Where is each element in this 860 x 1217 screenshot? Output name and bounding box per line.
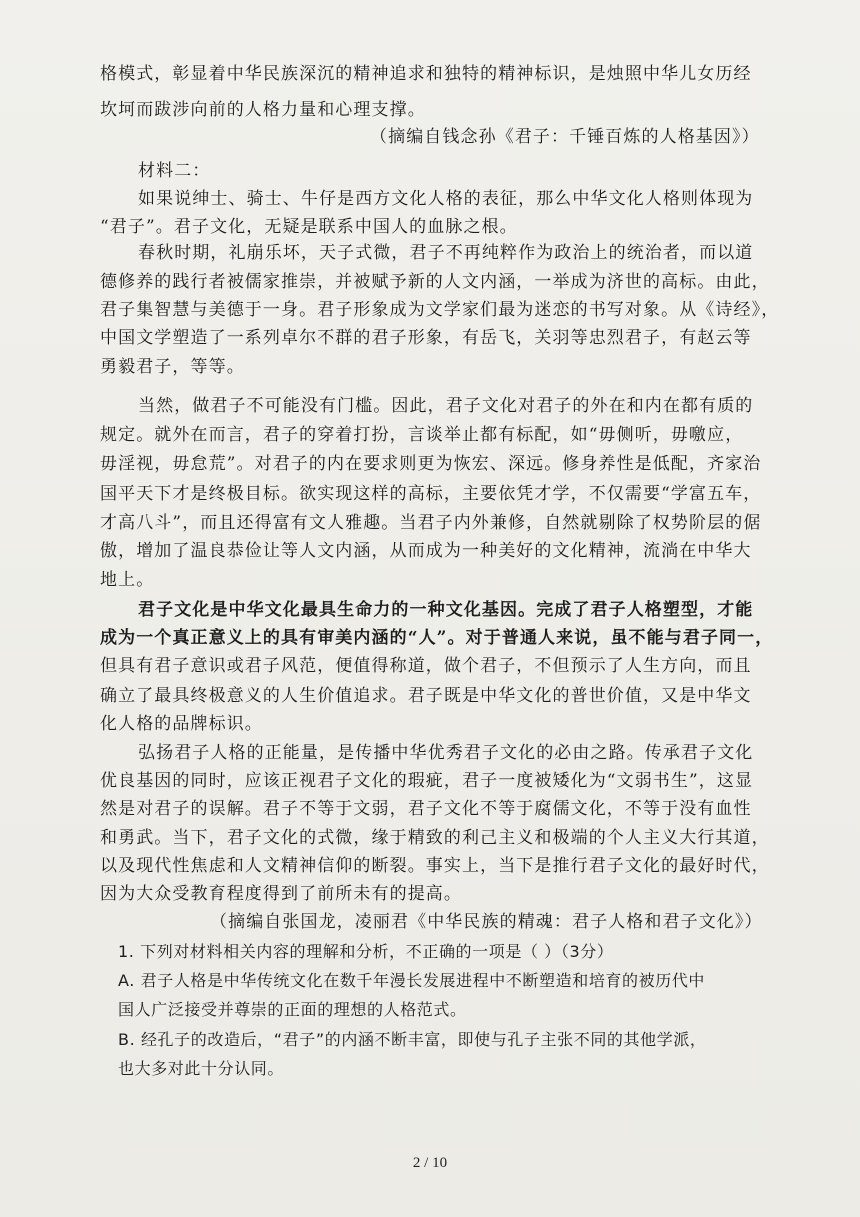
paragraph-line: 当然，做君子不可能没有门槛。因此，君子文化对君子的外在和内在都有质的 xyxy=(138,396,754,416)
paragraph-line: 和勇武。当下，君子文化的式微，缘于精致的利己主义和极端的个人主义大行其道， xyxy=(100,828,770,848)
option-a-line: 国人广泛接受并尊崇的正面的理想的人格范式。 xyxy=(118,1000,467,1019)
material1-line: 格模式，彰显着中华民族深沉的精神追求和独特的精神标识，是烛照中华儿女历经 xyxy=(100,64,752,84)
paragraph-line: 然是对君子的误解。君子不等于文弱，君子文化不等于腐儒文化，不等于没有血性 xyxy=(100,799,752,819)
paragraph-line: 化人格的品牌标识。 xyxy=(100,714,263,734)
option-a-line: A. 君子人格是中华传统文化在数千年漫长发展进程中不断塑造和培育的被历代中 xyxy=(118,971,706,990)
option-b-line: 也大多对此十分认同。 xyxy=(118,1059,285,1078)
material1-line: 坎坷而跋涉向前的人格力量和心理支撑。 xyxy=(100,100,426,120)
paragraph-line: 地上。 xyxy=(100,570,155,590)
paragraph-line: 春秋时期，礼崩乐坏，天子式微，君子不再纯粹作为政治上的统治者，而以道 xyxy=(138,243,754,263)
question-stem: 1. 下列对材料相关内容的理解和分析，不正确的一项是（ ）（3分） xyxy=(118,942,614,961)
paragraph-line: “君子”。君子文化，无疑是联系中国人的血脉之根。 xyxy=(100,217,518,237)
paragraph-line: 毋淫视，毋怠荒”。对君子的内在要求则更为恢宏、深远。修身养性是低配，齐家治 xyxy=(100,454,762,474)
paragraph-line: 德修养的践行者被儒家推崇，并被赋予新的人文内涵，一举成为济世的高标。由此， xyxy=(100,272,770,292)
paragraph-line: 国平天下才是终极目标。欲实现这样的高标，主要依凭才学，不仅需要“学富五车， xyxy=(100,484,762,504)
page-number: 2 / 10 xyxy=(412,1155,448,1171)
material2-heading: 材料二： xyxy=(138,161,211,181)
paragraph-line: 中国文学塑造了一系列卓尔不群的君子形象，有岳飞，关羽等忠烈君子，有赵云等 xyxy=(100,328,752,348)
paragraph-line: 成为一个真正意义上的具有审美内涵的“人”。对于普通人来说，虽不能与君子同一， xyxy=(100,628,774,648)
paragraph-line: 才高八斗”，而且还得富有文人雅趣。当君子内外兼修，自然就剔除了权势阶层的倨 xyxy=(100,513,762,533)
paragraph-line: 规定。就外在而言，君子的穿着打扮，言谈举止都有标配，如“毋侧听，毋噭应， xyxy=(100,425,744,445)
paragraph-line: 优良基因的同时，应该正视君子文化的瑕疵，君子一度被矮化为“文弱书生”，这显 xyxy=(100,771,754,791)
paragraph-line: 弘扬君子人格的正能量，是传播中华优秀君子文化的必由之路。传承君子文化 xyxy=(138,743,754,763)
paragraph-line: 但具有君子意识或君子风范，便值得称道，做个君子，不但预示了人生方向，而且 xyxy=(100,656,752,676)
paragraph-line: 君子文化是中华文化最具生命力的一种文化基因。完成了君子人格塑型，才能 xyxy=(138,600,754,620)
material1-source: （摘编自钱念孙《君子：千锤百炼的人格基因》） xyxy=(370,127,760,147)
paragraph-line: 以及现代性焦虑和人文精神信仰的断裂。事实上，当下是推行君子文化的最好时代， xyxy=(100,856,770,876)
paragraph-line: 如果说绅士、骑士、牛仔是西方文化人格的表征，那么中华文化人格则体现为 xyxy=(138,189,754,209)
option-b-line: B. 经孔子的改造后，“君子”的内涵不断丰富，即使与孔子主张不同的其他学派， xyxy=(118,1030,707,1049)
material2-source: （摘编自张国龙，凌丽君《中华民族的精魂：君子人格和君子文化》） xyxy=(210,912,763,932)
paragraph-line: 君子集智慧与美德于一身。君子形象成为文学家们最为迷恋的书写对象。从《诗经》， xyxy=(100,300,780,320)
paragraph-line: 确立了最具终极意义的人生价值追求。君子既是中华文化的普世价值，又是中华文 xyxy=(100,686,752,706)
paragraph-line: 傲，增加了温良恭俭让等人文内涵，从而成为一种美好的文化精神，流淌在中华大 xyxy=(100,541,752,561)
paragraph-line: 勇毅君子，等等。 xyxy=(100,357,245,377)
paragraph-line: 因为大众受教育程度得到了前所未有的提高。 xyxy=(100,884,462,904)
